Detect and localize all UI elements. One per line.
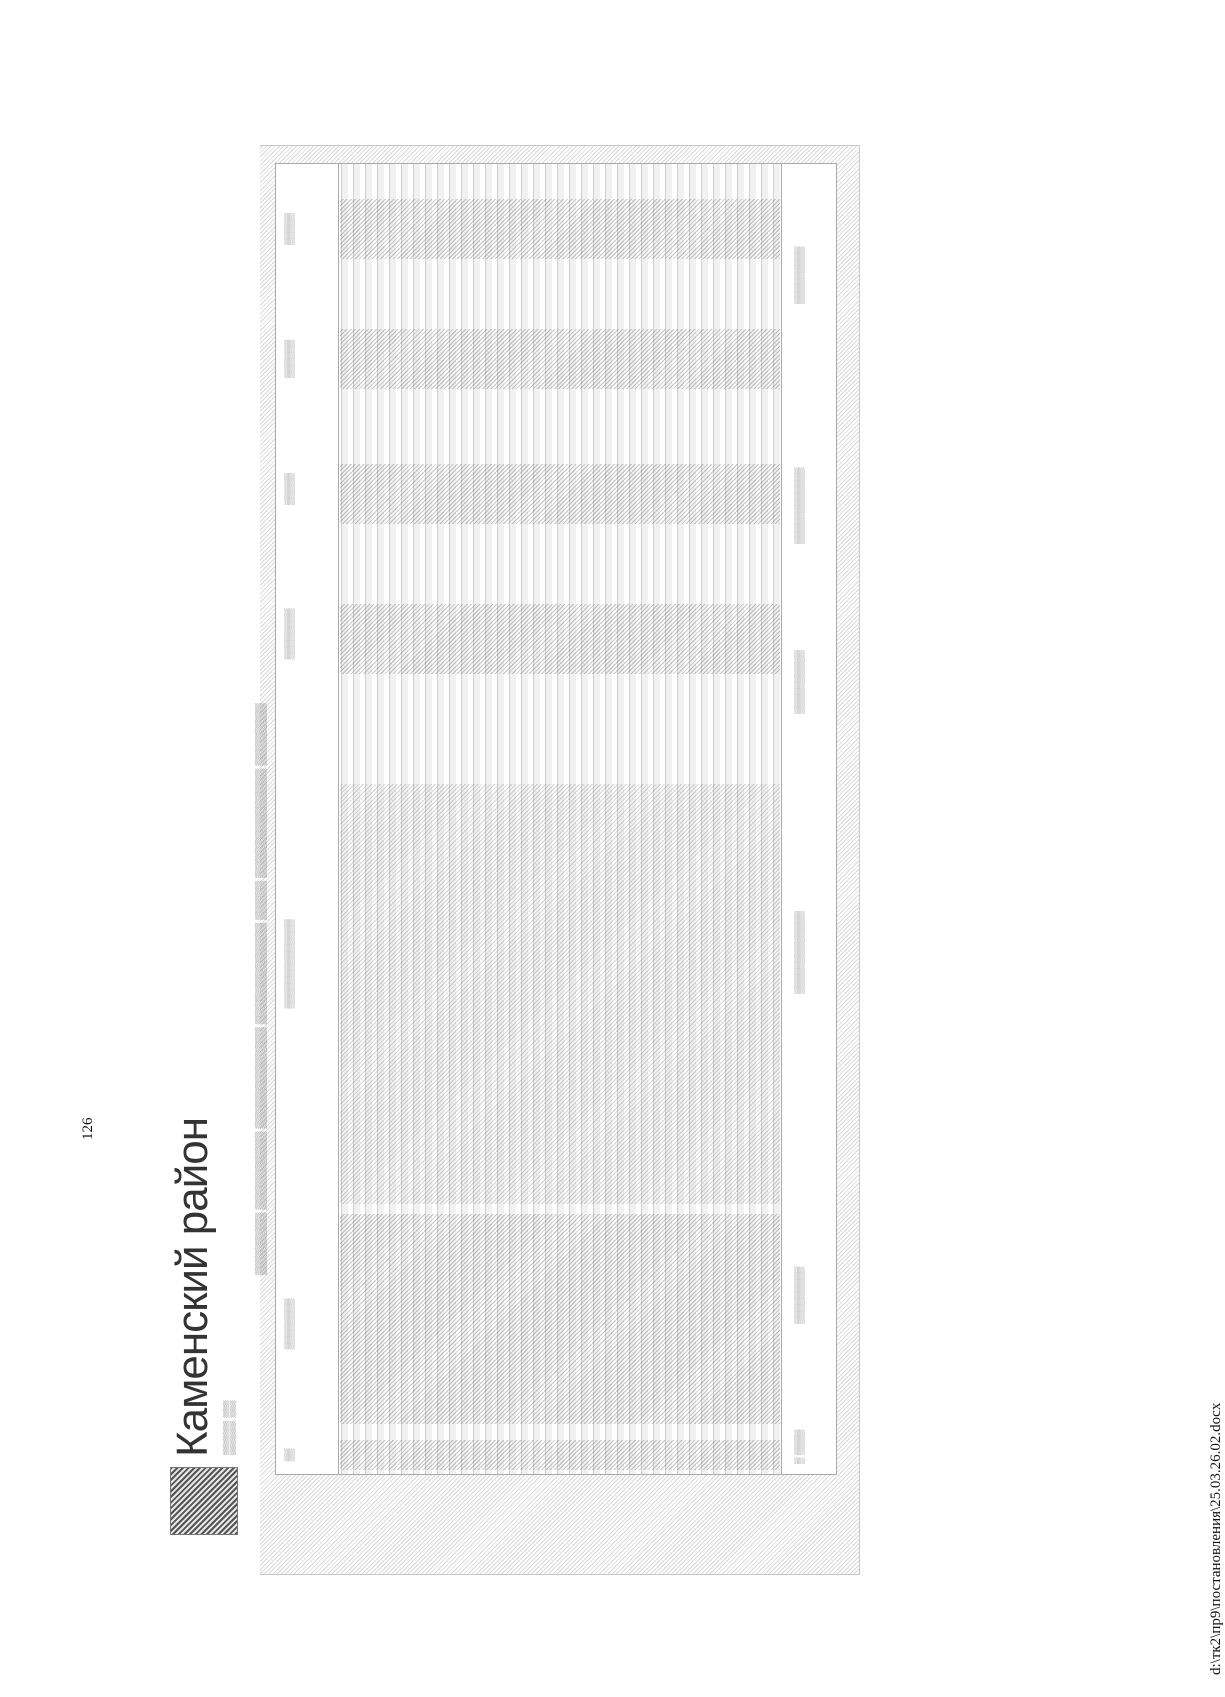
page-number: 126 — [80, 1117, 96, 1140]
footer-cell: ▒▒▒▒▒▒▒▒▒▒▒▒ — [794, 467, 804, 544]
table-footer — [781, 164, 837, 1474]
table-caption: ▒▒▒▒▒▒▒▒ ▒▒▒▒▒▒▒▒▒▒ ▒▒▒▒▒▒▒▒▒▒▒▒▒ ▒▒▒▒▒▒▒▒▒▒▒▒▒ ▒▒▒▒▒ ▒▒▒▒▒▒▒▒▒▒▒▒▒▒ ▒▒▒▒▒▒▒▒ — [255, 703, 267, 1275]
data-table — [275, 163, 837, 1475]
row-number-column — [340, 1440, 780, 1470]
footer-cell: ▒▒▒▒▒▒▒▒▒ — [794, 246, 804, 304]
type-column — [340, 199, 780, 259]
name-column — [340, 1214, 780, 1424]
column-header: ▒▒▒▒▒▒▒▒ — [284, 1298, 294, 1350]
distance-column — [340, 329, 780, 389]
footer-cell: ▒▒▒▒▒▒▒▒▒ — [794, 1266, 804, 1324]
table-rows — [340, 164, 780, 1474]
district-emblem-icon — [170, 1467, 238, 1535]
total-column — [340, 464, 780, 524]
district-title: Каменский район — [168, 1117, 217, 1457]
footer-cell: ▒ ▒▒▒▒ — [794, 1429, 804, 1464]
district-subtitle: ▒▒▒▒ ▒▒ — [222, 1400, 236, 1455]
column-header: ▒▒ — [284, 1448, 294, 1462]
footer-cell: ▒▒▒▒▒▒▒▒▒▒▒▒▒ — [794, 911, 804, 994]
column-header: ▒▒▒▒▒ — [284, 473, 294, 505]
column-header: ▒▒▒▒▒▒ — [284, 339, 294, 379]
column-header: ▒▒▒▒▒▒▒▒ — [284, 608, 294, 660]
table-header — [276, 164, 339, 1474]
column-header: ▒▒▒▒▒ — [284, 213, 294, 245]
value-column — [340, 604, 780, 674]
scan-header — [160, 145, 260, 1575]
column-header: ▒▒▒▒▒▒▒▒▒▒▒▒▒▒ — [284, 919, 294, 1009]
location-column — [340, 784, 780, 1204]
rotated-scanned-table — [160, 145, 860, 1575]
footer-cell: ▒▒▒▒▒▒▒▒▒▒ — [794, 650, 804, 714]
file-path: d:\тк2\пр9\постановления\25.03.26.02.docx — [1208, 1402, 1224, 1675]
